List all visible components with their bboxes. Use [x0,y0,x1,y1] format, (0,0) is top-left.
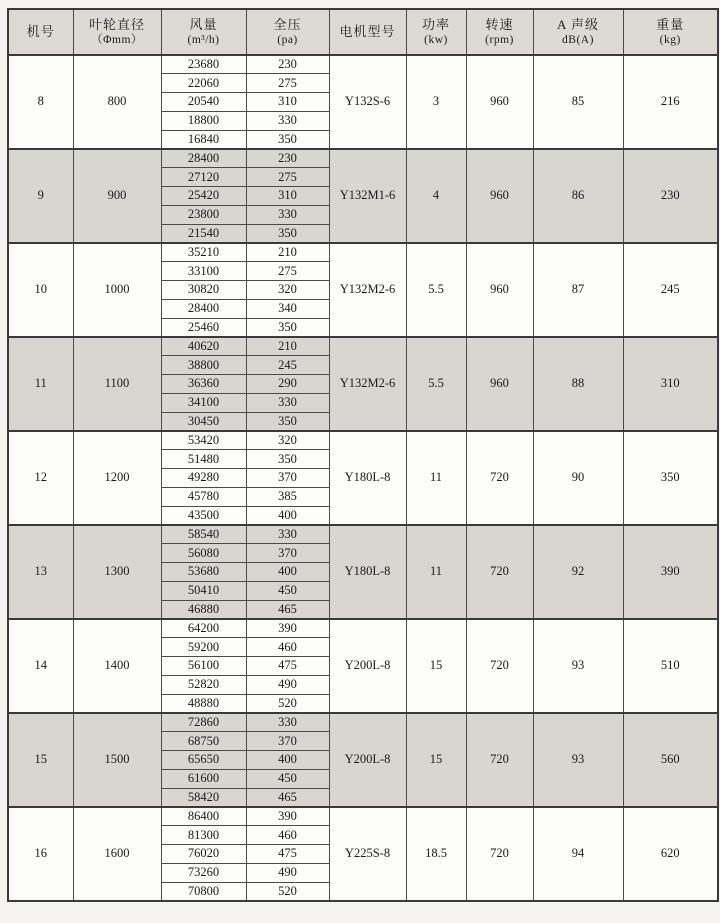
table-row [8,525,718,544]
header-unit: (kw) [424,34,448,46]
motor-model-cell: Y132M2-6 [329,337,406,431]
column-header-jihao [8,9,73,55]
table-row [8,807,718,826]
header-label: 叶轮直径 [88,17,145,32]
header-label: 转速 [485,17,514,32]
column-header-pressure [246,9,329,55]
airflow-cell: 22060 [161,74,246,93]
airflow-cell: 45780 [161,487,246,506]
power-cell: 5.5 [406,243,466,337]
machine-no-cell: 8 [8,55,73,149]
airflow-cell: 61600 [161,769,246,788]
pressure-cell: 350 [246,224,329,243]
pressure-cell: 450 [246,769,329,788]
column-header-airflow [161,9,246,55]
airflow-cell: 25460 [161,318,246,337]
motor-model-cell: Y132M1-6 [329,149,406,243]
pressure-cell: 230 [246,55,329,74]
header-label: 风量 [189,17,218,32]
airflow-cell: 59200 [161,638,246,657]
pressure-cell: 320 [246,281,329,300]
power-cell: 11 [406,431,466,525]
impeller-diameter-cell: 1000 [73,243,161,337]
header-label: 重量 [656,17,685,32]
power-cell: 15 [406,713,466,807]
pressure-cell: 230 [246,149,329,168]
machine-no-cell: 10 [8,243,73,337]
noise-level-cell: 87 [533,243,623,337]
airflow-cell: 46880 [161,600,246,619]
speed-cell: 960 [466,337,533,431]
pressure-cell: 350 [246,318,329,337]
airflow-cell: 51480 [161,450,246,469]
speed-cell: 720 [466,619,533,713]
pressure-cell: 465 [246,600,329,619]
pressure-cell: 210 [246,337,329,356]
airflow-cell: 86400 [161,807,246,826]
airflow-cell: 81300 [161,826,246,845]
pressure-cell: 400 [246,506,329,525]
header-label: 功率 [421,17,450,32]
pressure-cell: 330 [246,205,329,224]
weight-cell: 620 [623,807,718,901]
speed-cell: 720 [466,713,533,807]
airflow-cell: 73260 [161,863,246,882]
column-header-weight [623,9,718,55]
airflow-cell: 18800 [161,111,246,130]
pressure-cell: 330 [246,393,329,412]
weight-cell: 350 [623,431,718,525]
weight-cell: 510 [623,619,718,713]
header-unit: (m³/h) [187,34,220,46]
pressure-cell: 475 [246,657,329,676]
impeller-diameter-cell: 1200 [73,431,161,525]
speed-cell: 960 [466,149,533,243]
airflow-cell: 40620 [161,337,246,356]
table-row [8,431,718,450]
table-head [8,9,718,55]
table-header-row [8,9,718,55]
airflow-cell: 28400 [161,149,246,168]
pressure-cell: 275 [246,74,329,93]
motor-model-cell: Y225S-8 [329,807,406,901]
weight-cell: 216 [623,55,718,149]
pressure-cell: 460 [246,638,329,657]
pressure-cell: 490 [246,675,329,694]
airflow-cell: 52820 [161,675,246,694]
airflow-cell: 70800 [161,882,246,901]
airflow-cell: 72860 [161,713,246,732]
impeller-diameter-cell: 1400 [73,619,161,713]
pressure-cell: 275 [246,168,329,187]
speed-cell: 960 [466,243,533,337]
airflow-cell: 20540 [161,93,246,112]
pressure-cell: 465 [246,788,329,807]
header-label: A 声级 [557,17,599,32]
pressure-cell: 520 [246,694,329,713]
impeller-diameter-cell: 1500 [73,713,161,807]
airflow-cell: 35210 [161,243,246,262]
pressure-cell: 370 [246,732,329,751]
airflow-cell: 21540 [161,224,246,243]
motor-model-cell: Y180L-8 [329,431,406,525]
pressure-cell: 390 [246,807,329,826]
airflow-cell: 53680 [161,563,246,582]
column-header-motor [329,9,406,55]
pressure-cell: 350 [246,450,329,469]
table-body [8,55,718,901]
airflow-cell: 49280 [161,469,246,488]
pressure-cell: 245 [246,356,329,375]
pressure-cell: 310 [246,93,329,112]
machine-no-cell: 15 [8,713,73,807]
impeller-diameter-cell: 1100 [73,337,161,431]
pressure-cell: 370 [246,544,329,563]
speed-cell: 720 [466,525,533,619]
noise-level-cell: 94 [533,807,623,901]
header-label: 电机型号 [339,24,396,39]
header-unit: (kg) [659,34,681,46]
motor-model-cell: Y180L-8 [329,525,406,619]
header-unit: dB(A) [562,34,594,46]
noise-level-cell: 93 [533,619,623,713]
weight-cell: 560 [623,713,718,807]
header-label: 机号 [26,24,55,39]
machine-no-cell: 12 [8,431,73,525]
airflow-cell: 65650 [161,750,246,769]
weight-cell: 230 [623,149,718,243]
motor-model-cell: Y200L-8 [329,619,406,713]
machine-no-cell: 11 [8,337,73,431]
machine-no-cell: 13 [8,525,73,619]
pressure-cell: 330 [246,713,329,732]
header-unit: (rpm) [485,34,514,46]
column-header-noise [533,9,623,55]
noise-level-cell: 90 [533,431,623,525]
pressure-cell: 390 [246,619,329,638]
airflow-cell: 48880 [161,694,246,713]
pressure-cell: 350 [246,130,329,149]
airflow-cell: 30820 [161,281,246,300]
airflow-cell: 43500 [161,506,246,525]
machine-no-cell: 16 [8,807,73,901]
airflow-cell: 30450 [161,412,246,431]
airflow-cell: 58540 [161,525,246,544]
header-unit: (pa) [277,34,298,46]
airflow-cell: 68750 [161,732,246,751]
impeller-diameter-cell: 800 [73,55,161,149]
pressure-cell: 310 [246,187,329,206]
pressure-cell: 385 [246,487,329,506]
pressure-cell: 290 [246,375,329,394]
airflow-cell: 23680 [161,55,246,74]
pressure-cell: 475 [246,844,329,863]
airflow-cell: 23800 [161,205,246,224]
weight-cell: 245 [623,243,718,337]
power-cell: 18.5 [406,807,466,901]
pressure-cell: 450 [246,581,329,600]
pressure-cell: 320 [246,431,329,450]
noise-level-cell: 88 [533,337,623,431]
column-header-impeller [73,9,161,55]
speed-cell: 960 [466,55,533,149]
pressure-cell: 210 [246,243,329,262]
airflow-cell: 56100 [161,657,246,676]
impeller-diameter-cell: 900 [73,149,161,243]
noise-level-cell: 93 [533,713,623,807]
speed-cell: 720 [466,431,533,525]
table-row [8,243,718,262]
airflow-cell: 64200 [161,619,246,638]
airflow-cell: 56080 [161,544,246,563]
airflow-cell: 36360 [161,375,246,394]
airflow-cell: 34100 [161,393,246,412]
column-header-speed [466,9,533,55]
pressure-cell: 520 [246,882,329,901]
pressure-cell: 350 [246,412,329,431]
impeller-diameter-cell: 1600 [73,807,161,901]
header-unit: （Φmm） [91,34,143,46]
noise-level-cell: 86 [533,149,623,243]
table-row [8,55,718,74]
weight-cell: 390 [623,525,718,619]
header-label: 全压 [273,17,302,32]
noise-level-cell: 92 [533,525,623,619]
airflow-cell: 50410 [161,581,246,600]
speed-cell: 720 [466,807,533,901]
pressure-cell: 400 [246,563,329,582]
power-cell: 11 [406,525,466,619]
airflow-cell: 28400 [161,299,246,318]
pressure-cell: 275 [246,262,329,281]
airflow-cell: 53420 [161,431,246,450]
pressure-cell: 330 [246,525,329,544]
pressure-cell: 400 [246,750,329,769]
power-cell: 15 [406,619,466,713]
power-cell: 3 [406,55,466,149]
airflow-cell: 38800 [161,356,246,375]
impeller-diameter-cell: 1300 [73,525,161,619]
airflow-cell: 76020 [161,844,246,863]
table-row [8,149,718,168]
fan-spec-table [7,8,719,902]
airflow-cell: 16840 [161,130,246,149]
table-row [8,337,718,356]
motor-model-cell: Y200L-8 [329,713,406,807]
pressure-cell: 330 [246,111,329,130]
airflow-cell: 27120 [161,168,246,187]
column-header-power [406,9,466,55]
weight-cell: 310 [623,337,718,431]
pressure-cell: 370 [246,469,329,488]
motor-model-cell: Y132M2-6 [329,243,406,337]
pressure-cell: 490 [246,863,329,882]
airflow-cell: 33100 [161,262,246,281]
pressure-cell: 460 [246,826,329,845]
airflow-cell: 58420 [161,788,246,807]
motor-model-cell: Y132S-6 [329,55,406,149]
machine-no-cell: 9 [8,149,73,243]
power-cell: 5.5 [406,337,466,431]
table-row [8,619,718,638]
airflow-cell: 25420 [161,187,246,206]
noise-level-cell: 85 [533,55,623,149]
table-row [8,713,718,732]
power-cell: 4 [406,149,466,243]
machine-no-cell: 14 [8,619,73,713]
pressure-cell: 340 [246,299,329,318]
